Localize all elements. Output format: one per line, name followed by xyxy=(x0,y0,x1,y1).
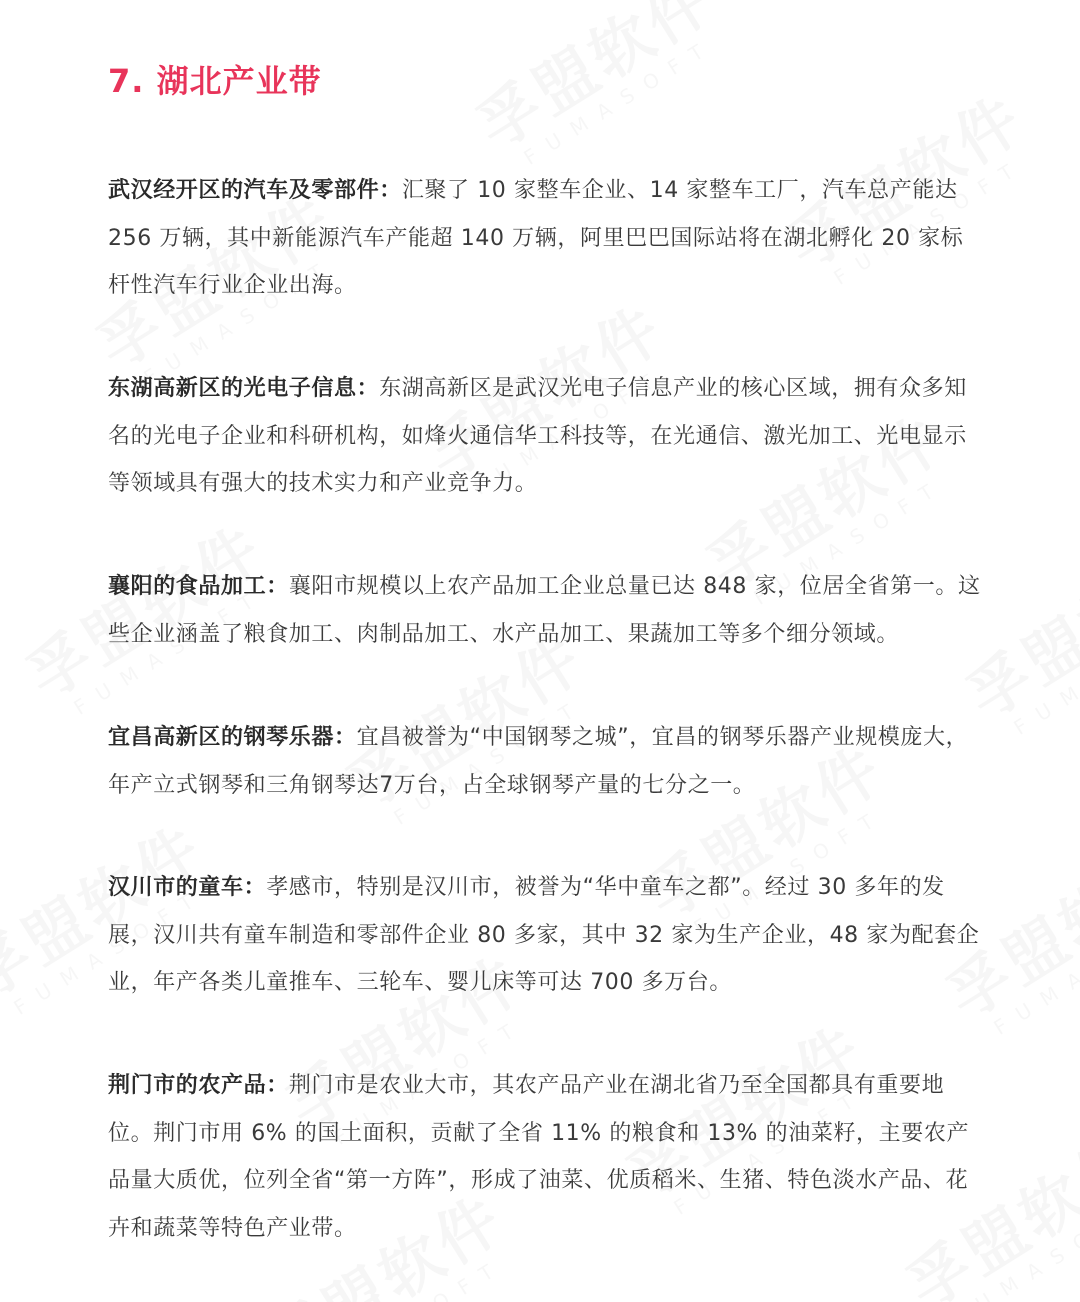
paragraph-lead: 汉川市的童车： xyxy=(108,875,267,900)
paragraph-body: 宜昌被誉为“中国钢琴之城”，宜昌的钢琴乐器产业规模庞大，年产立式钢琴和三角钢琴达7万台，占全球钢琴产量的七分之一。 xyxy=(108,725,969,798)
paragraph-lead: 荆门市的农产品： xyxy=(108,1073,289,1098)
section-title: 7. 湖北产业带 xyxy=(108,62,322,100)
watermark xyxy=(467,0,736,179)
watermark-subtext xyxy=(972,893,1080,1050)
paragraph-body: 东湖高新区是武汉光电子信息产业的核心区域，拥有众多知名的光电子企业和科研机构，如烽火通信华工科技等，在光通信、激光加工、光电显示等领域具有强大的技术实力和产业竞争力。 xyxy=(108,376,967,496)
paragraph-body: 汇聚了 10 家整车企业、14 家整车工厂，汽车总产能达 256 万辆，其中新能源汽车产能超 140 万辆，阿里巴巴国际站将在湖北孵化 20 家标杆性汽车行业企业出海。 xyxy=(108,178,964,298)
paragraph-wuhan-auto xyxy=(108,167,984,310)
paragraph-body: 襄阳市规模以上农产品加工企业总量已达 848 家，位居全省第一。这些企业涵盖了粮食加工、肉制品加工、水产品加工、果蔬加工等多个细分领域。 xyxy=(108,574,981,647)
paragraph-yichang-piano xyxy=(108,714,984,809)
paragraph-lead: 宜昌高新区的钢琴乐器： xyxy=(108,725,357,750)
paragraph-donghu-optoelectronics xyxy=(108,365,984,508)
watermark-text xyxy=(467,0,724,159)
paragraph-jingmen-agriculture xyxy=(108,1062,984,1252)
paragraph-hanchuan-strollers xyxy=(108,864,984,1007)
paragraph-lead: 武汉经开区的汽车及零部件： xyxy=(108,178,402,203)
paragraph-xiangyang-food xyxy=(108,563,984,658)
paragraph-body: 荆门市是农业大市，其农产品产业在湖北省乃至全国都具有重要地位。荆门市用 6% 的国土面积，贡献了全省 11% 的粮食和 13% 的油菜籽，主要农产品量大质优，位列全省“第一方阵”，形成了油菜、优质稻米、生猪、特色淡水产品、花卉和蔬菜等特色产业带。 xyxy=(108,1073,970,1241)
watermark-subtext xyxy=(992,593,1080,750)
paragraph-lead: 襄阳的食品加工： xyxy=(108,574,289,599)
watermark-subtext xyxy=(502,23,736,180)
paragraph-body: 孝感市，特别是汉川市，被誉为“华中童车之都”。经过 30 多年的发展，汉川共有童车制造和零部件企业 80 多家，其中 32 家为生产企业，48 家为配套企业，年产各类儿童推车、三轮车、婴儿床等可达 700 多万台。 xyxy=(108,875,980,995)
paragraph-lead: 东湖高新区的光电子信息： xyxy=(108,376,380,401)
